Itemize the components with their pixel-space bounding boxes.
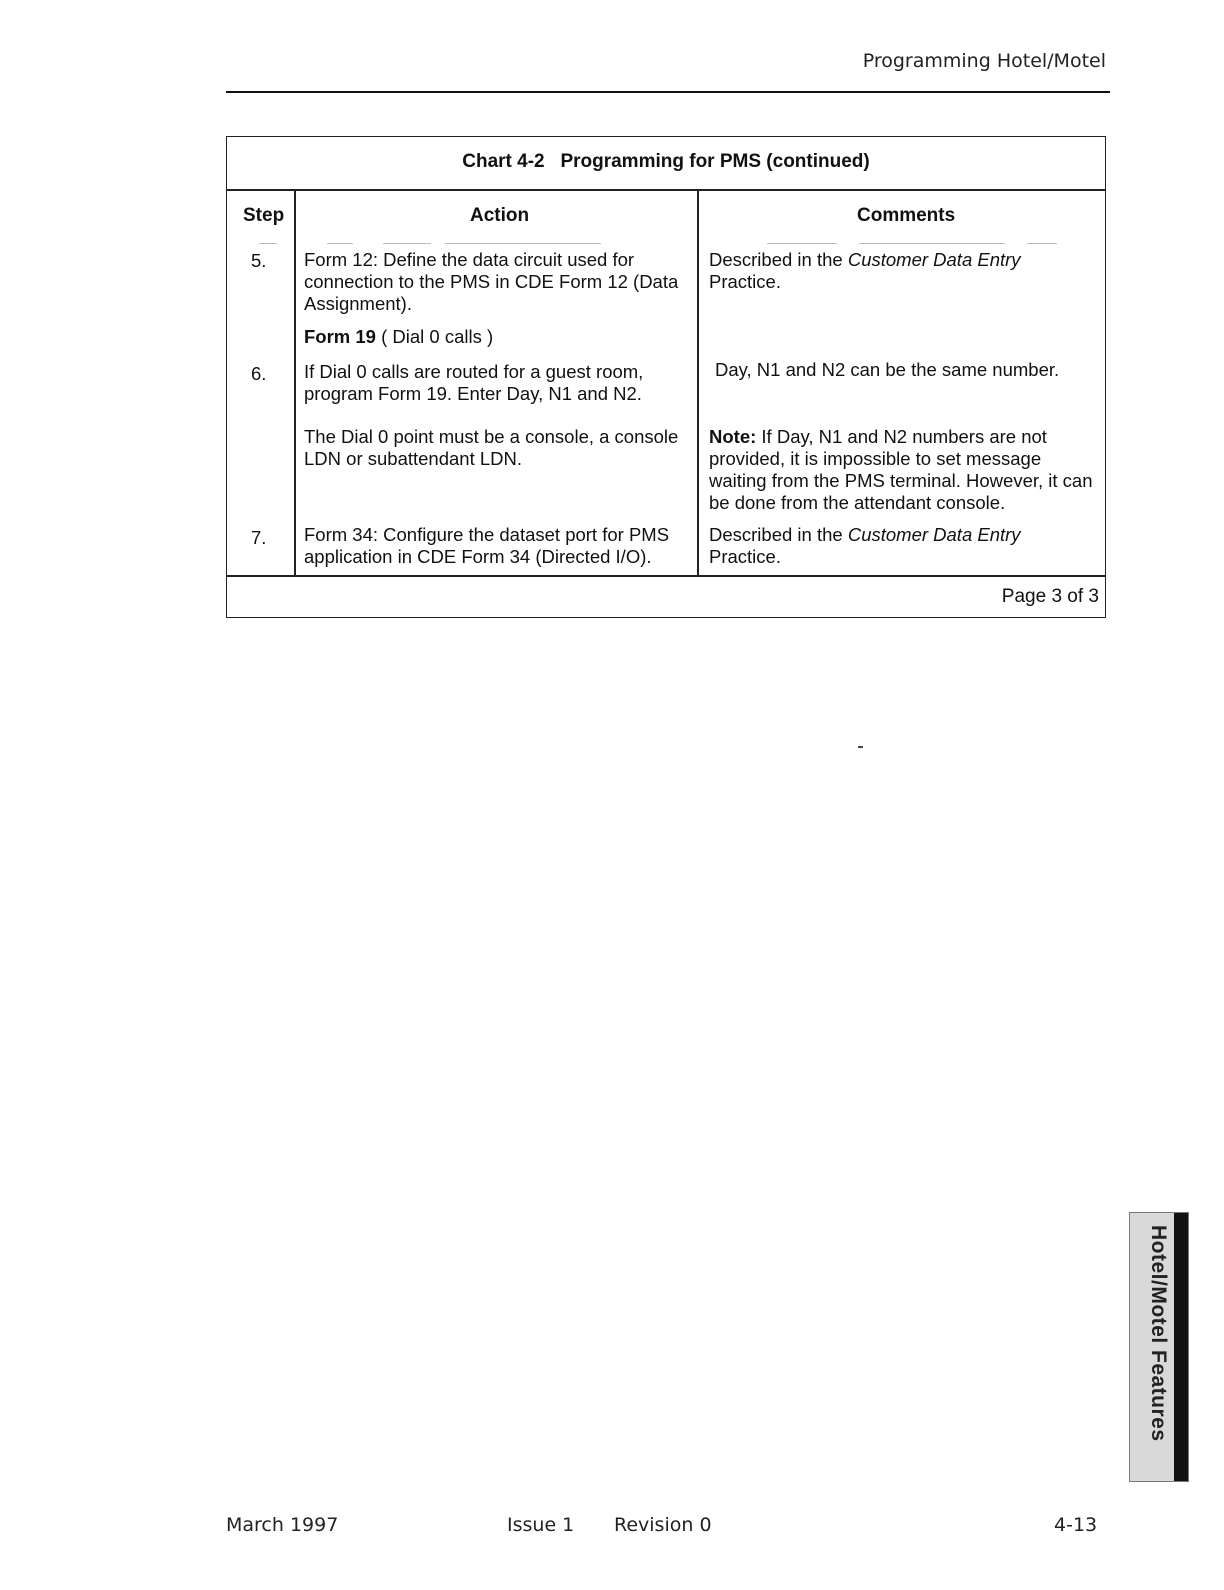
step-number: 6. [251,363,267,384]
footer-rule [227,575,1105,577]
page-indicator: Page 3 of 3 [1001,586,1099,607]
note-text [709,426,1099,514]
comment-prefix: Described in the [709,249,848,270]
comment-text [709,249,1099,293]
running-header: Programming Hotel/Motel [862,50,1106,72]
comment-text [709,524,1099,568]
column-divider-action [697,189,699,576]
step-number: 5. [251,250,267,271]
action-text: If Dial 0 calls are routed for a guest room, program Form 19. Enter Day, N1 and N2. [304,361,644,404]
form-heading-bold: Form 19 [304,326,376,347]
footer-issue: Issue 1 [507,1514,575,1536]
form-heading [304,326,694,348]
comment-italic-title: Customer Data Entry [847,524,1021,545]
comment-text: Day, N1 and N2 can be the same number. [715,359,1060,380]
note-body: If Day, N1 and N2 numbers are not provided, it is impossible to set message waiting from the PMS terminal. However, it can be done from the attendant console. [709,426,1093,513]
scan-dash [383,243,431,244]
title-rule [227,189,1105,191]
column-divider-step [294,189,296,576]
footer-page-number: 4-13 [1054,1514,1098,1536]
action-text: Form 12: Define the data circuit used for connection to the PMS in CDE Form 12 (Data Assignment). [304,249,679,314]
comment-suffix: Practice. [709,546,781,567]
action-text: Form 34: Configure the dataset port for PMS application in CDE Form 34 (Directed I/O). [304,524,670,567]
comment-prefix: Described in the [709,524,848,545]
chart-table [226,136,1106,618]
footer-revision: Revision 0 [614,1514,712,1536]
scan-dash [327,243,353,244]
scan-dash [767,243,837,244]
scan-speck [858,746,863,748]
scan-dash [259,243,277,244]
step-number: 7. [251,527,267,548]
scan-dash [445,243,601,244]
chart-title: Chart 4-2 Programming for PMS (continued) [462,151,870,172]
comment-suffix: Practice. [709,271,781,292]
side-tab-bar [1174,1213,1188,1481]
section-side-tab [1129,1212,1189,1482]
column-header-action: Action [470,205,530,226]
side-tab-label: Hotel/Motel Features [1147,1225,1170,1442]
column-header-comments: Comments [857,205,956,226]
comment-italic-title: Customer Data Entry [847,249,1021,270]
form-heading-rest: ( Dial 0 calls ) [375,326,494,347]
header-rule [226,91,1110,93]
footer-date: March 1997 [226,1514,339,1536]
note-label: Note: [709,426,757,447]
action-text: The Dial 0 point must be a console, a console LDN or subattendant LDN. [304,426,679,469]
scan-dash [1027,243,1057,244]
scan-dash [859,243,1005,244]
column-header-step: Step [243,205,285,226]
